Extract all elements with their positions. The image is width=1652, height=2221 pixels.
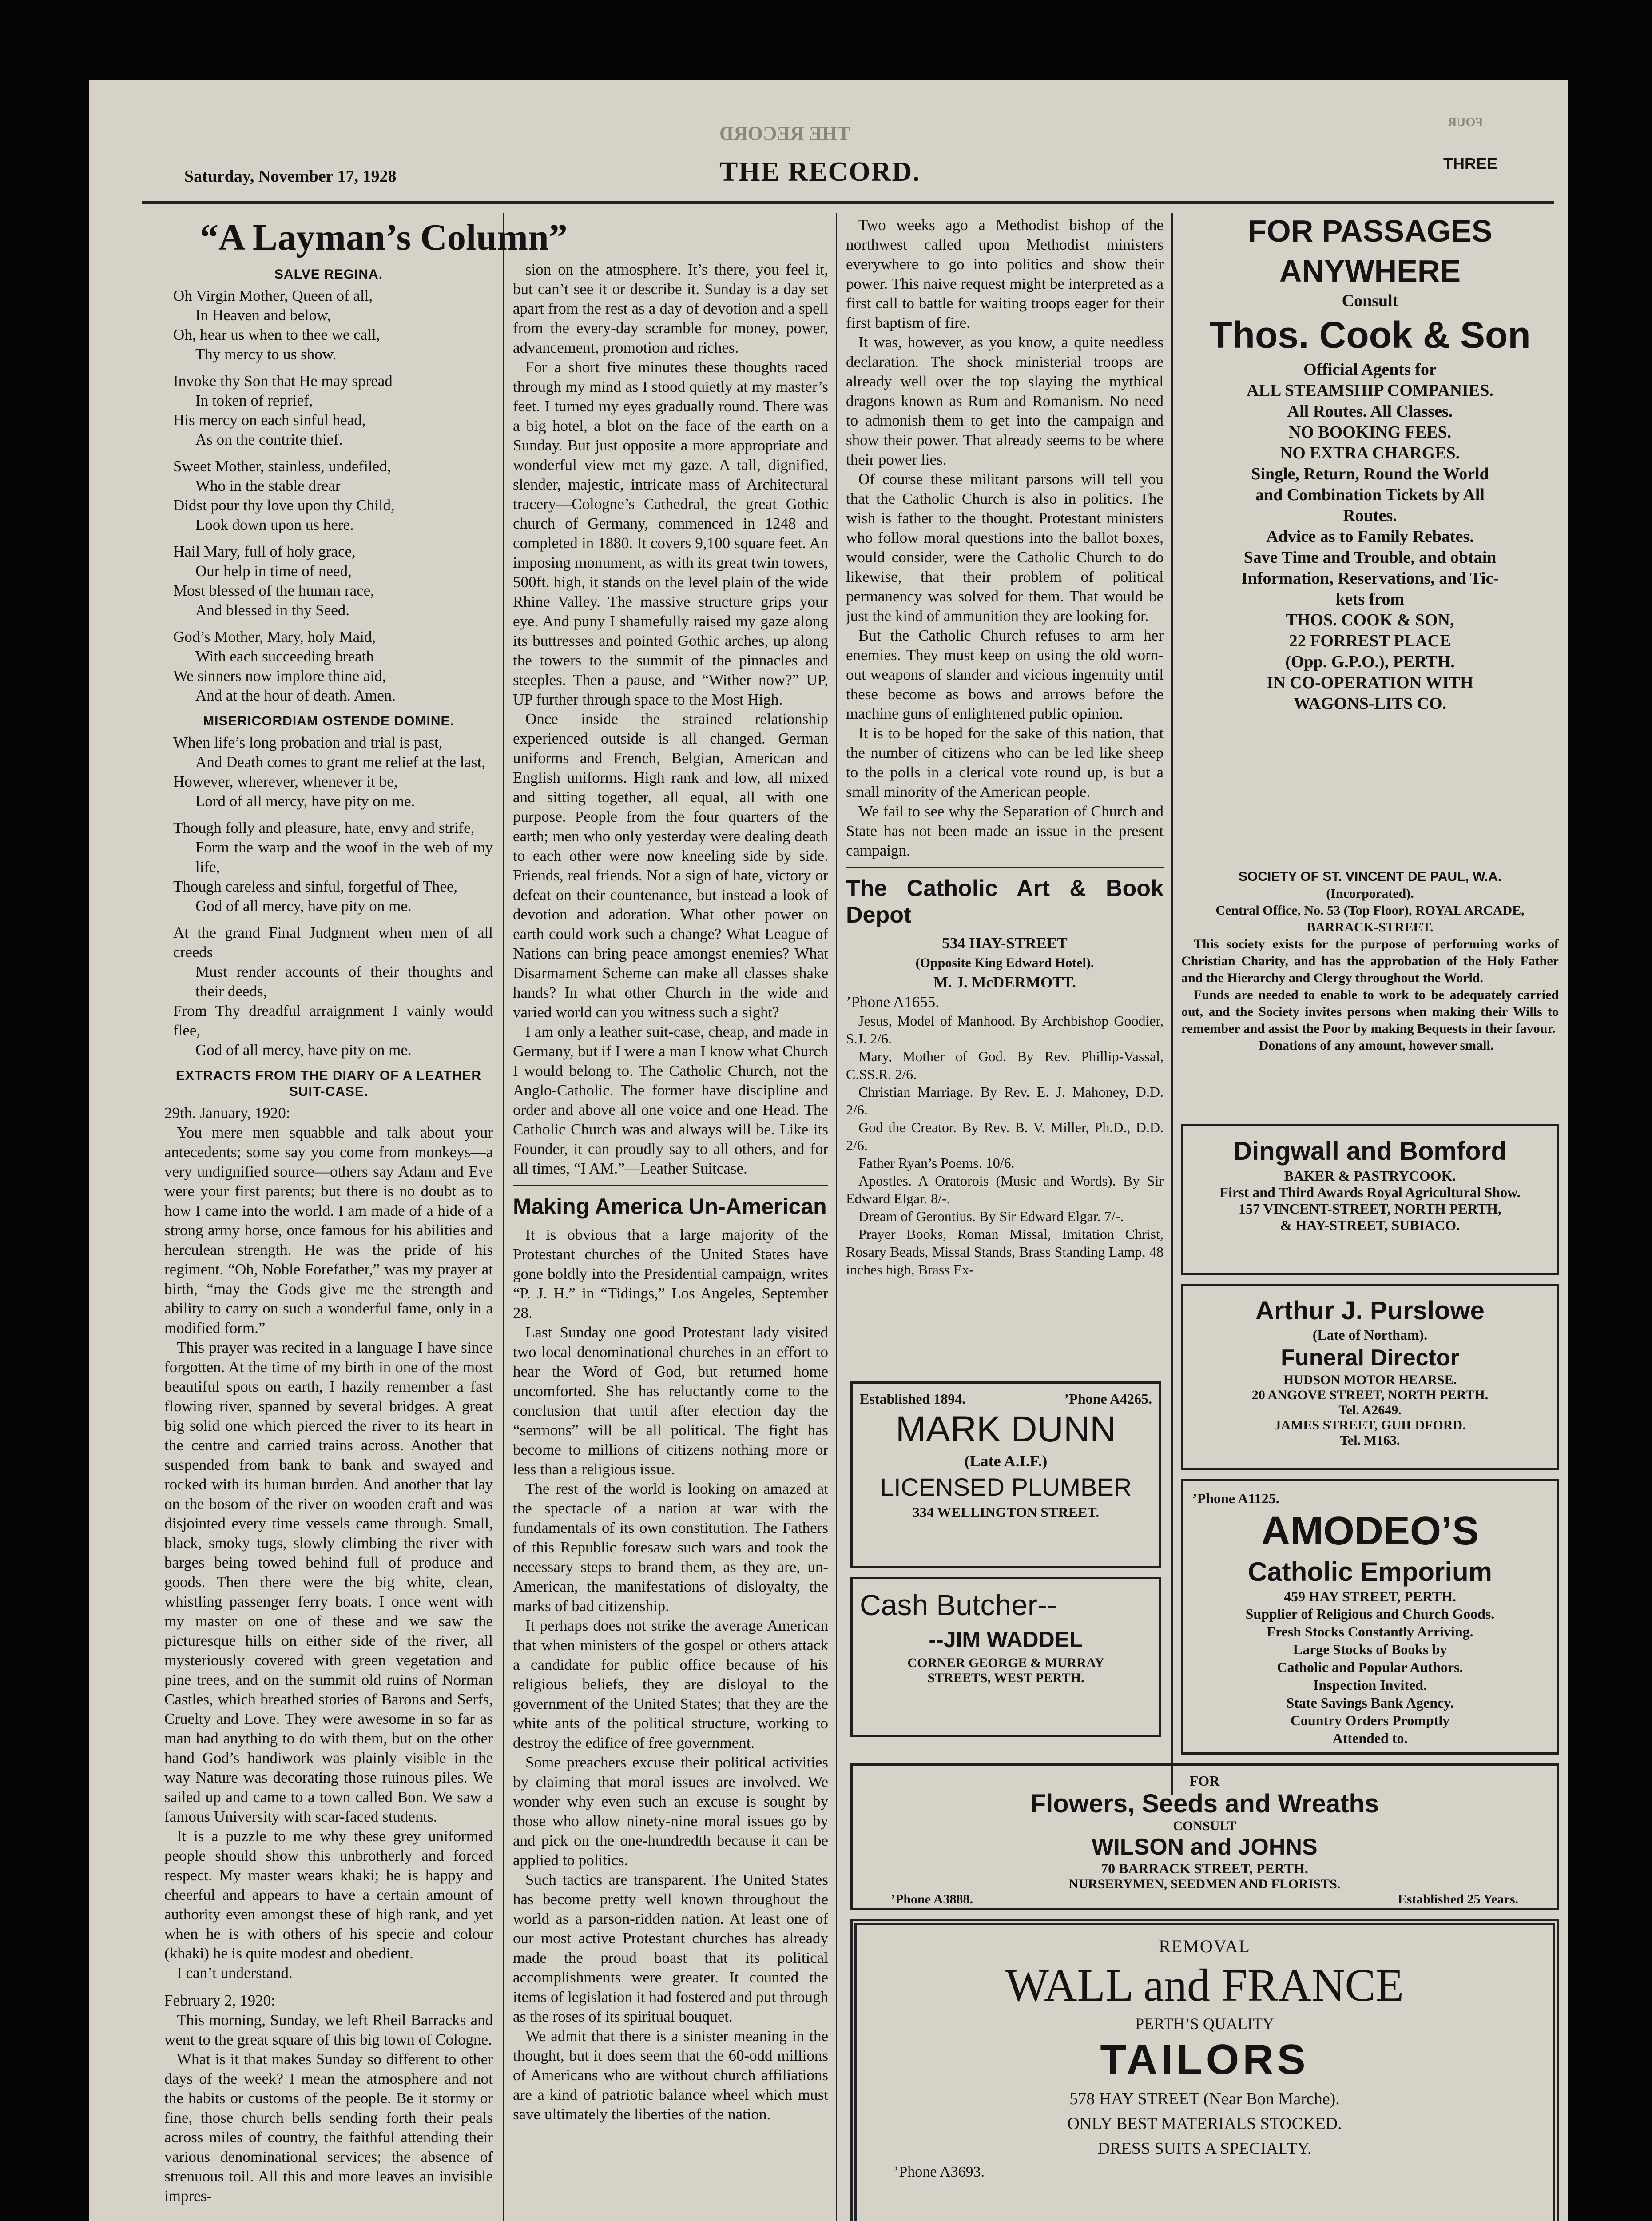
- paragraph: Father Ryan’s Poems. 10/6.: [858, 1155, 1015, 1171]
- paragraph: Once inside the strained relationship experienced outside is all changed. German uniforms and French, Belgian, American and English uniforms. High rank and low, all mixed and sitting together, all equal, all with one purpose. People from the four quarters of the earth; men who only yesterday were dealing death to each other were now kneeling side by side. Friends, real friends. Not a sign of hate, victory or defeat on their countenance, but instead a look of devotion and adoration. What other power on earth could work such a change? What League of Nations can bring peace amongst enemies? What Disarmament Scheme can make all classes shake hands? In what other Church in the wide and varied world can you witness such a sight?: [513, 710, 828, 1021]
- art-depot-phone: ’Phone A1655.: [846, 993, 939, 1011]
- paragraph: Fresh Stocks Constantly Arriving.: [1267, 1624, 1473, 1640]
- furs-name: Arthur J. Purslowe: [1255, 1296, 1485, 1325]
- column-rule-1: [503, 213, 504, 2221]
- svp-text-1: This society exists for the purpose of performing works of Christian Charity, and has the approbation of the Holy Father and the Hierarchy and Clergy throughout the World.: [1181, 937, 1559, 985]
- cook-consult: Consult: [1342, 291, 1398, 310]
- paragraph: Catholic and Popular Authors.: [1277, 1659, 1463, 1675]
- svp-heading: SOCIETY OF ST. VINCENT DE PAUL, W.A.: [1238, 869, 1502, 884]
- poem-line: Invoke thy Son that He may spread: [173, 372, 393, 390]
- wj-headline: Flowers, Seeds and Wreaths: [1030, 1789, 1379, 1818]
- paragraph: Some preachers excuse their political activities by claiming that moral issues are involved. We wonder why even such an excuse is sought by those who allow ninety-nine moral issues go by and pick on the one-hundredth because it can be applied to politics.: [513, 1754, 828, 1869]
- extracts-body-2: [164, 2010, 493, 2206]
- extracts-body: [164, 1123, 493, 1983]
- paragraph: (Opp. G.P.O.), PERTH.: [1285, 653, 1455, 671]
- wf-dress-suits: DRESS SUITS A SPECIALTY.: [1097, 2139, 1312, 2158]
- paragraph: Of course these militant parsons will tell you that the Catholic Church is also in politics. The wish is father to the thought. Protestant ministers who follow moral questions into the ballot boxes, would consider, were the Catholic Church to do likewise, that their problem of political permanency was solved for them. That would be just the kind of ammunition they are looking for.: [846, 470, 1164, 625]
- extracts-date-1: 29th. January, 1920:: [164, 1104, 290, 1122]
- paragraph: We fail to see why the Separation of Church and State has not been made an issue in the present campaign.: [846, 803, 1164, 859]
- paragraph: Large Stocks of Books by: [1293, 1641, 1447, 1657]
- header-date: Saturday, November 17, 1928: [184, 167, 397, 186]
- cook-details: [1181, 359, 1559, 714]
- waddel-address-1: CORNER GEORGE & MURRAY: [907, 1656, 1104, 1670]
- paragraph: Save Time and Trouble, and obtain: [1243, 548, 1497, 567]
- newspaper-page: [89, 80, 1568, 2221]
- making-america-heading: Making America Un-American: [513, 1194, 827, 1219]
- amo-name: AMODEO’S: [1261, 1509, 1479, 1553]
- paragraph: Two weeks ago a Methodist bishop of the northwest called upon Methodist ministers everywhere to go into politics and show their power. This naive request might be interpreted as a first call to battle for waiting troops eager for their first baptism of fire.: [846, 216, 1164, 331]
- column-2-divider: [513, 1185, 828, 1186]
- dunn-name: MARK DUNN: [895, 1409, 1116, 1449]
- mark-dunn-advert: [850, 1381, 1161, 1568]
- wj-phone: ’Phone A3888.: [891, 1892, 973, 1907]
- paragraph: IN CO-OPERATION WITH: [1267, 673, 1473, 692]
- thos-cook-advert: [1181, 211, 1559, 860]
- paragraph: ALL STEAMSHIP COMPANIES.: [1247, 381, 1493, 400]
- poem-line: And at the hour of death. Amen.: [195, 687, 396, 704]
- paragraph: Inspection Invited.: [1313, 1677, 1427, 1693]
- paragraph: WAGONS-LITS CO.: [1293, 694, 1447, 713]
- poem-line: In Heaven and below,: [195, 306, 331, 324]
- extracts-heading: EXTRACTS FROM THE DIARY OF A LEATHER SUIT-CASE.: [175, 1068, 482, 1099]
- poem-line: Our help in time of need,: [195, 562, 352, 580]
- art-depot-proprietor: M. J. McDERMOTT.: [933, 974, 1076, 991]
- paragraph: kets from: [1335, 590, 1405, 609]
- paragraph: Last Sunday one good Protestant lady visited two local denominational churches in an effort to hear the Word of God, but returned home uncomforted. She has reluctantly come to the conclusion that until after election day the “sermons” will be all political. The fight has become to millions of citizens nothing more or less than a religious issue.: [513, 1324, 828, 1478]
- wj-address: 70 BARRACK STREET, PERTH.: [1101, 1860, 1308, 1876]
- paragraph: Routes.: [1343, 506, 1397, 525]
- paragraph: Dream of Gerontius. By Sir Edward Elgar. 7/-.: [858, 1208, 1124, 1224]
- ding-address-1: 157 VINCENT-STREET, NORTH PERTH,: [1239, 1201, 1501, 1217]
- art-depot-items: [846, 1012, 1164, 1278]
- catholic-art-book-depot-title: The Catholic Art & Book Depot: [846, 876, 1164, 928]
- mirror-page: FOUR: [1448, 115, 1483, 129]
- paragraph: and Combination Tickets by All: [1255, 486, 1485, 504]
- poem-line: We sinners now implore thine aid,: [173, 667, 386, 685]
- extracts-date-2: February 2, 1920:: [164, 1992, 275, 2009]
- wf-perths-quality: PERTH’S QUALITY: [1135, 2015, 1274, 2033]
- poem-line: Sweet Mother, stainless, undefiled,: [173, 458, 391, 475]
- poem-line: God of all mercy, have pity on me.: [195, 1041, 412, 1059]
- paragraph: Country Orders Promptly: [1290, 1712, 1450, 1728]
- cook-name: Thos. Cook & Son: [1209, 314, 1531, 356]
- poem-line: Hail Mary, full of holy grace,: [173, 543, 356, 560]
- paragraph: It was, however, as you know, a quite needless declaration. The shock ministerial troops are already well over the top slaying the mythical dragons known as Rum and Romanism. No need to admonish them to get into the campaign and show their power. That already seems to be where their power lies.: [846, 334, 1164, 468]
- paragraph: sion on the atmosphere. It’s there, you feel it, but can’t see it or describe it. Sunday is a day set apart from the rest as a day of devotion and a spell from the every-day scramble for money, power, advancement, promotion and riches.: [513, 261, 828, 356]
- art-depot-address: 534 HAY-STREET: [942, 935, 1068, 952]
- paragraph: It is to be hoped for the sake of this nation, that the number of citizens who can be led like sheep to the polls in a clerical vote round up, is but a small minority of the American people.: [846, 724, 1164, 800]
- wf-tailors: TAILORS: [1100, 2036, 1309, 2083]
- poem-line: Who in the stable drear: [195, 477, 341, 494]
- poem-line: God’s Mother, Mary, holy Maid,: [173, 628, 376, 645]
- poem-line: Must render accounts of their thoughts and their deeds,: [195, 963, 493, 1000]
- paragraph: I can’t understand.: [177, 1964, 293, 1982]
- dunn-trade: LICENSED PLUMBER: [880, 1473, 1132, 1501]
- svp-incorporated: (Incorporated).: [1326, 886, 1414, 901]
- amo-phone: ’Phone A1125.: [1192, 1490, 1279, 1506]
- ding-address-2: & HAY-STREET, SUBIACO.: [1280, 1217, 1460, 1233]
- wf-phone: ’Phone A3693.: [894, 2164, 985, 2180]
- mirror-title: THE RECORD: [719, 123, 850, 144]
- art-depot-opposite: (Opposite King Edward Hotel).: [915, 955, 1094, 970]
- leather-suitcase-continued: [513, 260, 828, 1178]
- poem-line: As on the contrite thief.: [195, 431, 343, 448]
- making-america-body: [513, 1225, 828, 2124]
- paragraph: It is a puzzle to me why these grey uniformed people should show this unbrotherly and forced respect. My master wears khaki; he is happy and cheerful and appears to have a certain amount of authority even amongst these of high rank, and yet when he is with others of his specie and colour (khaki) he is quite modest and obedient.: [164, 1827, 493, 1962]
- wilson-johns-advert: [850, 1763, 1559, 1910]
- paragraph: This morning, Sunday, we left Rheil Barracks and went to the great square of this big town of Cologne.: [164, 2011, 493, 2048]
- dunn-late: (Late A.I.F.): [964, 1452, 1048, 1470]
- jim-waddel-advert: [850, 1577, 1161, 1737]
- amo-trade: Catholic Emporium: [1247, 1557, 1493, 1587]
- paragraph: Attended to.: [1332, 1730, 1408, 1746]
- paragraph: For a short five minutes these thoughts raced through my mind as I stood quietly at my master’s feet. I turned my eyes gradually round. There was a big hotel, a blot on the face of the earth on a Sunday. But just opposite a more appropriate and wonderful view met my gaze. A tall, dignified, slender, majestic, intricate mass of Architectural tracery—Cologne’s Cathedral, the great Gothic church of Germany, commenced in 1248 and completed in 1880. It covers 9,100 square feet. An imposing monument, as with its great twin towers, 500ft. high, it stands on the level plain of the wide Rhine Valley. The massive structure grips your eye. And puny I shamefully raised my gaze along its buttresses and pointed Gothic arches, up along the towers to the summit of the pinnacles and steeples. Then a pause, and “Wither now?” UP, UP further through space to the Most High.: [513, 358, 828, 708]
- salve-regina-poem: [164, 286, 493, 705]
- header-rule: [142, 201, 1554, 204]
- wf-only-best: ONLY BEST MATERIALS STOCKED.: [1067, 2114, 1342, 2133]
- wj-name: WILSON and JOHNS: [1092, 1834, 1318, 1860]
- paragraph: Such tactics are transparent. The United States has become pretty well known throughout the world as a parson-ridden nation. At least one of our most active Protestant churches has already made the proud boast that its political accomplishments were greater. It counted the items of legislation it had fostered and put through as the roses of its spiritual bouquet.: [513, 1871, 828, 2025]
- poem-line: Thy mercy to us show.: [195, 346, 337, 363]
- wj-for: FOR: [1189, 1773, 1220, 1789]
- poem-line: When life’s long probation and trial is past,: [173, 734, 443, 751]
- poem-line: At the grand Final Judgment when men of all creeds: [173, 924, 493, 961]
- misericordiam-heading: MISERICORDIAM OSTENDE DOMINE.: [203, 714, 454, 728]
- poem-line: With each succeeding breath: [195, 648, 374, 665]
- paragraph: THOS. COOK & SON,: [1286, 611, 1454, 629]
- wj-trade: NURSERYMEN, SEEDMEN AND FLORISTS.: [1068, 1877, 1341, 1891]
- waddel-trade: Cash Butcher--: [860, 1588, 1057, 1621]
- svp-text-2: Funds are needed to enable to work to be adequately carried out, and the Society invites persons when making their Wills to remember and assist the Poor by making Bequests in their favour.: [1181, 987, 1559, 1036]
- paragraph: But the Catholic Church refuses to arm her enemies. They must keep on using the old worn-out weapons of slander and vicious ingenuity until these become as bows and arrows before the machine guns of enlightened public opinion.: [846, 627, 1164, 722]
- paragraph: Official Agents for: [1303, 360, 1437, 379]
- column-rule-3: [1171, 213, 1173, 1795]
- poem-line: And blessed in thy Seed.: [195, 601, 350, 619]
- poem-line: Though careless and sinful, forgetful of Thee,: [173, 878, 458, 895]
- paragraph: Jesus, Model of Manhood. By Archbishop Goodier, S.J. 2/6.: [846, 1013, 1164, 1047]
- paragraph: Single, Return, Round the World: [1251, 465, 1489, 483]
- poem-line: His mercy on each sinful head,: [173, 411, 366, 429]
- paragraph: Advice as to Family Rebates.: [1266, 527, 1474, 546]
- dunn-address: 334 WELLINGTON STREET.: [912, 1504, 1100, 1520]
- furs-hearse: HUDSON MOTOR HEARSE.: [1283, 1373, 1457, 1387]
- column-2: [513, 260, 828, 2221]
- making-america-continued: [846, 215, 1164, 860]
- paragraph: What is it that makes Sunday so different to other days of the week? I mean the atmosphere and not the habits or customs of the people. Be it stormy or fine, those church bells sending forth their peals across miles of country, the faithful attending their various denominational services; the absence of strenuous toil. All this and more leaves an invisible impres-: [164, 2050, 493, 2205]
- paragraph: All Routes. All Classes.: [1287, 402, 1453, 421]
- furs-tel-2: Tel. M163.: [1340, 1433, 1400, 1448]
- column-3: [846, 215, 1164, 1370]
- furs-trade: Funeral Director: [1281, 1345, 1459, 1371]
- wj-consult: CONSULT: [1173, 1819, 1236, 1833]
- dingwall-bomford-advert: [1181, 1124, 1559, 1275]
- paragraph: State Savings Bank Agency.: [1286, 1695, 1454, 1711]
- paragraph: It is obvious that a large majority of the Protestant churches of the United States have gone boldly into the Presidential campaign, writes “P. J. H.” in “Tidings,” Los Angeles, September 28.: [513, 1226, 828, 1321]
- poem-line: Oh Virgin Mother, Queen of all,: [173, 287, 373, 304]
- furs-address-2: JAMES STREET, GUILDFORD.: [1274, 1418, 1466, 1433]
- wf-removal: REMOVAL: [1159, 1936, 1251, 1956]
- furs-address-1: 20 ANGOVE STREET, NORTH PERTH.: [1251, 1388, 1489, 1402]
- poem-line: Look down upon us here.: [195, 516, 354, 533]
- poem-line: Lord of all mercy, have pity on me.: [195, 792, 415, 810]
- cook-headline: FOR PASSAGES ANYWHERE: [1247, 214, 1493, 288]
- paragraph: Prayer Books, Roman Missal, Imitation Christ, Rosary Beads, Missal Stands, Brass Standing Lamp, 48 inches high, Brass Ex-: [846, 1226, 1164, 1278]
- header-title: THE RECORD.: [719, 157, 921, 187]
- poem-line: Didst pour thy love upon thy Child,: [173, 497, 395, 514]
- svp-text-3: Donations of any amount, however small.: [1259, 1038, 1494, 1053]
- poem-line: Most blessed of the human race,: [173, 582, 374, 599]
- poem-line: Though folly and pleasure, hate, envy and strife,: [173, 819, 475, 836]
- poem-line: However, wherever, whenever it be,: [173, 773, 398, 790]
- amo-address: 459 HAY STREET, PERTH.: [1284, 1588, 1456, 1604]
- poem-line: And Death comes to grant me relief at the last,: [195, 753, 486, 771]
- purslowe-advert: [1181, 1284, 1559, 1470]
- poem-line: In token of reprief,: [195, 392, 313, 409]
- salve-regina-heading: SALVE REGINA.: [274, 267, 383, 282]
- wj-established: Established 25 Years.: [1398, 1892, 1518, 1907]
- column-3-divider: [846, 867, 1164, 868]
- misericordiam-poem: [164, 733, 493, 1060]
- paragraph: Supplier of Religious and Church Goods.: [1245, 1606, 1495, 1622]
- header-page-number: THREE: [1443, 155, 1498, 173]
- wf-name: WALL and FRANCE: [1005, 1960, 1404, 2011]
- paragraph: Mary, Mother of God. By Rev. Phillip-Vassal, C.SS.R. 2/6.: [846, 1048, 1164, 1082]
- paragraph: I am only a leather suit-case, cheap, and made in Germany, but if I were a man I know what Church I would belong to. The Catholic Church, not the Anglo-Catholic. The former have discipline and order and above all one voice and one Head. The Catholic Church was and always will be. Like its Founder, it can proudly say to all others, and for all times, “I AM.”—Leather Suitcase.: [513, 1023, 828, 1177]
- svp-office: Central Office, No. 53 (Top Floor), ROYAL ARCADE, BARRACK-STREET.: [1215, 903, 1525, 935]
- furs-tel-1: Tel. A2649.: [1338, 1403, 1402, 1417]
- ding-trade: BAKER & PASTRYCOOK.: [1284, 1168, 1456, 1184]
- amo-details: [1192, 1605, 1548, 1747]
- dunn-phone: ’Phone A4265.: [1064, 1391, 1152, 1407]
- paragraph: NO BOOKING FEES.: [1288, 423, 1452, 442]
- paragraph: The rest of the world is looking on amazed at the spectacle of a nation at war with the fundamentals of its own constitution. The Fathers of this Republic foresaw such wars and took the necessary steps to brand them, as they are, un-American, the manifestations of disloyalty, the marks of bad citizenship.: [513, 1480, 828, 1615]
- st-vincent-de-paul-notice: [1181, 868, 1559, 1117]
- wall-france-advert: [850, 1919, 1559, 2221]
- paragraph: Apostles. A Oratorois (Music and Words). By Sir Edward Elgar. 8/-.: [846, 1173, 1164, 1206]
- paragraph: It perhaps does not strike the average American that when ministers of the gospel or others attack a candidate for public office because of his religious beliefs, they are disloyal to the government of the United States; that they are the white ants of the political structure, working to destroy the edifice of free government.: [513, 1617, 828, 1751]
- paragraph: You mere men squabble and talk about your antecedents; some say you come from monkeys—a very undignified source—others say Adam and Eve were your first parents; but there is no doubt as to how I came into the world. I am made of a hide of a strong army horse, once famous for his abilities and herculean strength. He was the pride of his regiment. “Oh, Noble Forefather,” was my prayer at birth, “may the Gods give me the strength and ability to carry on such a wonderful fame, only in a modified form.”: [164, 1124, 493, 1337]
- poem-line: From Thy dreadful arraignment I vainly would flee,: [173, 1002, 493, 1039]
- waddel-address-2: STREETS, WEST PERTH.: [927, 1671, 1084, 1685]
- furs-late: (Late of Northam).: [1312, 1327, 1428, 1343]
- paragraph: NO EXTRA CHARGES.: [1280, 444, 1460, 462]
- paragraph: This prayer was recited in a language I have since forgotten. At the time of my birth in one of the most beautiful spots on earth, I hazily remember a fast flowing river, spanned by several bridges. A great big solid one which pierced the river to its heart in the centre and carried trains across. Another that suspended from bank to bank and swayed and rocked with its human burden. And another that lay on the bosom of the river on wooden craft and was disjointed every time vessels came through. Small, black, smoky tugs, slowly climbing the river with barges being towed behind full of produce and goods. Then there were the big white, clean, whistling passenger ferry boats. I once went with my master on one of these and we saw the picturesque hills on either side of the river, all mysteriously covered with green vegetation and pine trees, and on the summit old ruins of Norman Castles, which breathed stories of Barons and Serfs, Cruelty and Love. They were awesome in so far as man had anything to do with them, but on the other hand God’s handiwork was plainly visible in the way Nature was decorating those ruinous piles. We sailed up and came to a town called Bon. We saw a famous University with scar-faced students.: [164, 1339, 493, 1825]
- ding-name: Dingwall and Bomford: [1233, 1137, 1507, 1166]
- column-1: [164, 217, 568, 2221]
- column-rule-2: [836, 213, 837, 2221]
- waddel-name: --JIM WADDEL: [929, 1627, 1083, 1652]
- poem-line: Form the warp and the woof in the web of my life,: [195, 839, 493, 876]
- paragraph: 22 FORREST PLACE: [1289, 632, 1451, 650]
- dunn-established: Established 1894.: [860, 1391, 966, 1407]
- amodeo-advert: [1181, 1479, 1559, 1755]
- wf-address: 578 HAY STREET (Near Bon Marche).: [1069, 2090, 1340, 2108]
- paragraph: God the Creator. By Rev. B. V. Miller, Ph.D., D.D. 2/6.: [846, 1119, 1164, 1153]
- poem-line: God of all mercy, have pity on me.: [195, 897, 412, 915]
- poem-line: Oh, hear us when to thee we call,: [173, 326, 380, 343]
- paragraph: We admit that there is a sinister meaning in the thought, but it does seem that the 60-odd millions of Americans who are without church affiliations are a kind of patriotic balance wheel which must save ultimately the liberties of the nation.: [513, 2027, 828, 2123]
- paragraph: Christian Marriage. By Rev. E. J. Mahoney, D.D. 2/6.: [846, 1084, 1164, 1118]
- layman-column-title: “A Layman’s Column”: [200, 217, 568, 258]
- ding-award: First and Third Awards Royal Agricultural Show.: [1219, 1184, 1521, 1200]
- paragraph: Information, Reservations, and Tic-: [1241, 569, 1499, 588]
